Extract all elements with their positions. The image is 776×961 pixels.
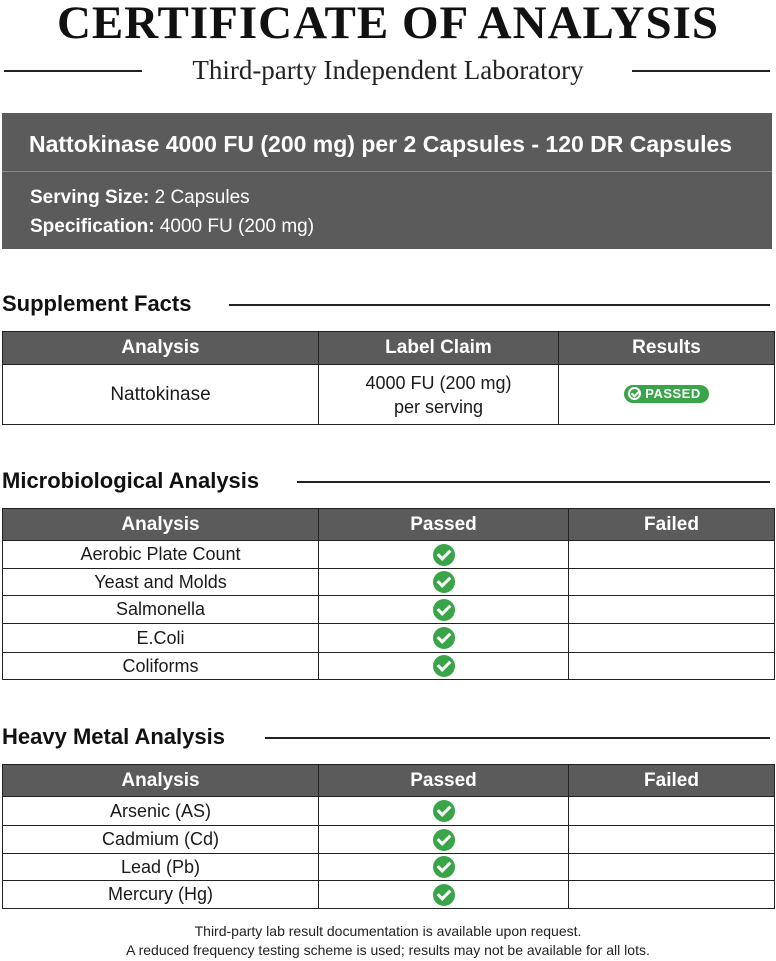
column-header: Analysis <box>3 332 319 365</box>
section-rule <box>265 737 770 739</box>
check-circle-icon <box>433 627 455 649</box>
passed-cell <box>319 653 569 680</box>
analysis-cell: Yeast and Molds <box>3 569 319 596</box>
divider-left <box>4 70 142 72</box>
heavy-metal-heading <box>2 722 772 752</box>
check-circle-icon <box>433 829 455 851</box>
analysis-cell: Mercury (Hg) <box>3 881 319 909</box>
specification <box>30 212 772 241</box>
failed-cell <box>569 881 775 909</box>
serving-size-label: Serving Size: <box>30 187 150 208</box>
supplement-facts-table <box>2 331 775 425</box>
failed-cell <box>569 854 775 881</box>
table-row <box>3 569 775 596</box>
label-claim-cell <box>319 365 559 425</box>
failed-cell <box>569 624 775 653</box>
serving-size-value: 2 Capsules <box>149 187 250 208</box>
specification-label: Specification: <box>30 216 155 237</box>
microbiological-heading <box>2 466 772 496</box>
failed-cell <box>569 653 775 680</box>
specification-value: 4000 FU (200 mg) <box>154 216 315 237</box>
table-header-row <box>3 332 775 365</box>
passed-cell <box>319 854 569 881</box>
analysis-cell: Cadmium (Cd) <box>3 826 319 854</box>
check-circle-icon <box>433 655 455 677</box>
serving-size <box>30 183 772 212</box>
microbiological-table <box>2 508 775 680</box>
page-subtitle: Third-party Independent Laboratory <box>192 55 584 85</box>
footer-line: Third-party lab result documentation is available upon request. <box>194 923 582 939</box>
heavy-metal-table <box>2 764 775 909</box>
table-row <box>3 826 775 854</box>
column-header: Analysis <box>3 765 319 797</box>
supplement-facts-heading <box>2 289 772 319</box>
column-header: Passed <box>319 765 569 797</box>
product-box <box>2 113 772 249</box>
analysis-cell: E.Coli <box>3 624 319 653</box>
table-header-row <box>3 765 775 797</box>
passed-cell <box>319 881 569 909</box>
failed-cell <box>569 596 775 624</box>
table-header-row <box>3 509 775 541</box>
table-row <box>3 596 775 624</box>
analysis-cell: Aerobic Plate Count <box>3 541 319 569</box>
passed-badge <box>624 385 709 403</box>
table-row <box>3 365 775 425</box>
passed-cell <box>319 624 569 653</box>
check-circle-icon <box>628 387 641 400</box>
page-title: CERTIFICATE OF ANALYSIS <box>56 0 720 49</box>
divider-right <box>632 70 770 72</box>
claim-line: 4000 FU (200 mg) <box>365 372 512 393</box>
product-name: Nattokinase 4000 FU (200 mg) per 2 Capsules - 120 DR Capsules <box>2 113 772 172</box>
table-row <box>3 624 775 653</box>
table-row <box>3 541 775 569</box>
product-specs <box>2 172 772 241</box>
passed-cell <box>319 596 569 624</box>
footer-note <box>0 922 776 960</box>
section-rule <box>297 481 770 483</box>
passed-cell <box>319 569 569 596</box>
check-circle-icon <box>433 599 455 621</box>
table-row <box>3 653 775 680</box>
check-circle-icon <box>433 884 455 906</box>
passed-cell <box>319 797 569 826</box>
passed-cell <box>319 826 569 854</box>
failed-cell <box>569 797 775 826</box>
result-cell <box>559 365 775 425</box>
analysis-cell: Nattokinase <box>3 365 319 425</box>
claim-line: per serving <box>393 396 484 417</box>
analysis-cell: Lead (Pb) <box>3 854 319 881</box>
analysis-cell: Salmonella <box>3 596 319 624</box>
column-header: Failed <box>569 509 775 541</box>
failed-cell <box>569 541 775 569</box>
check-circle-icon <box>433 571 455 593</box>
subtitle-row <box>0 52 776 88</box>
check-circle-icon <box>433 800 455 822</box>
passed-cell <box>319 541 569 569</box>
table-row <box>3 797 775 826</box>
check-circle-icon <box>433 856 455 878</box>
section-title: Microbiological Analysis <box>2 468 260 493</box>
check-circle-icon <box>433 544 455 566</box>
section-title: Supplement Facts <box>2 291 192 316</box>
failed-cell <box>569 826 775 854</box>
badge-label: PASSED <box>645 386 701 401</box>
table-row <box>3 881 775 909</box>
footer-line: A reduced frequency testing scheme is used; results may not be available for all lots. <box>126 942 650 958</box>
table-row <box>3 854 775 881</box>
analysis-cell: Arsenic (AS) <box>3 797 319 826</box>
column-header: Analysis <box>3 509 319 541</box>
column-header: Label Claim <box>319 332 559 365</box>
column-header: Failed <box>569 765 775 797</box>
failed-cell <box>569 569 775 596</box>
section-rule <box>229 304 770 306</box>
analysis-cell: Coliforms <box>3 653 319 680</box>
column-header: Passed <box>319 509 569 541</box>
column-header: Results <box>559 332 775 365</box>
section-title: Heavy Metal Analysis <box>2 724 225 749</box>
